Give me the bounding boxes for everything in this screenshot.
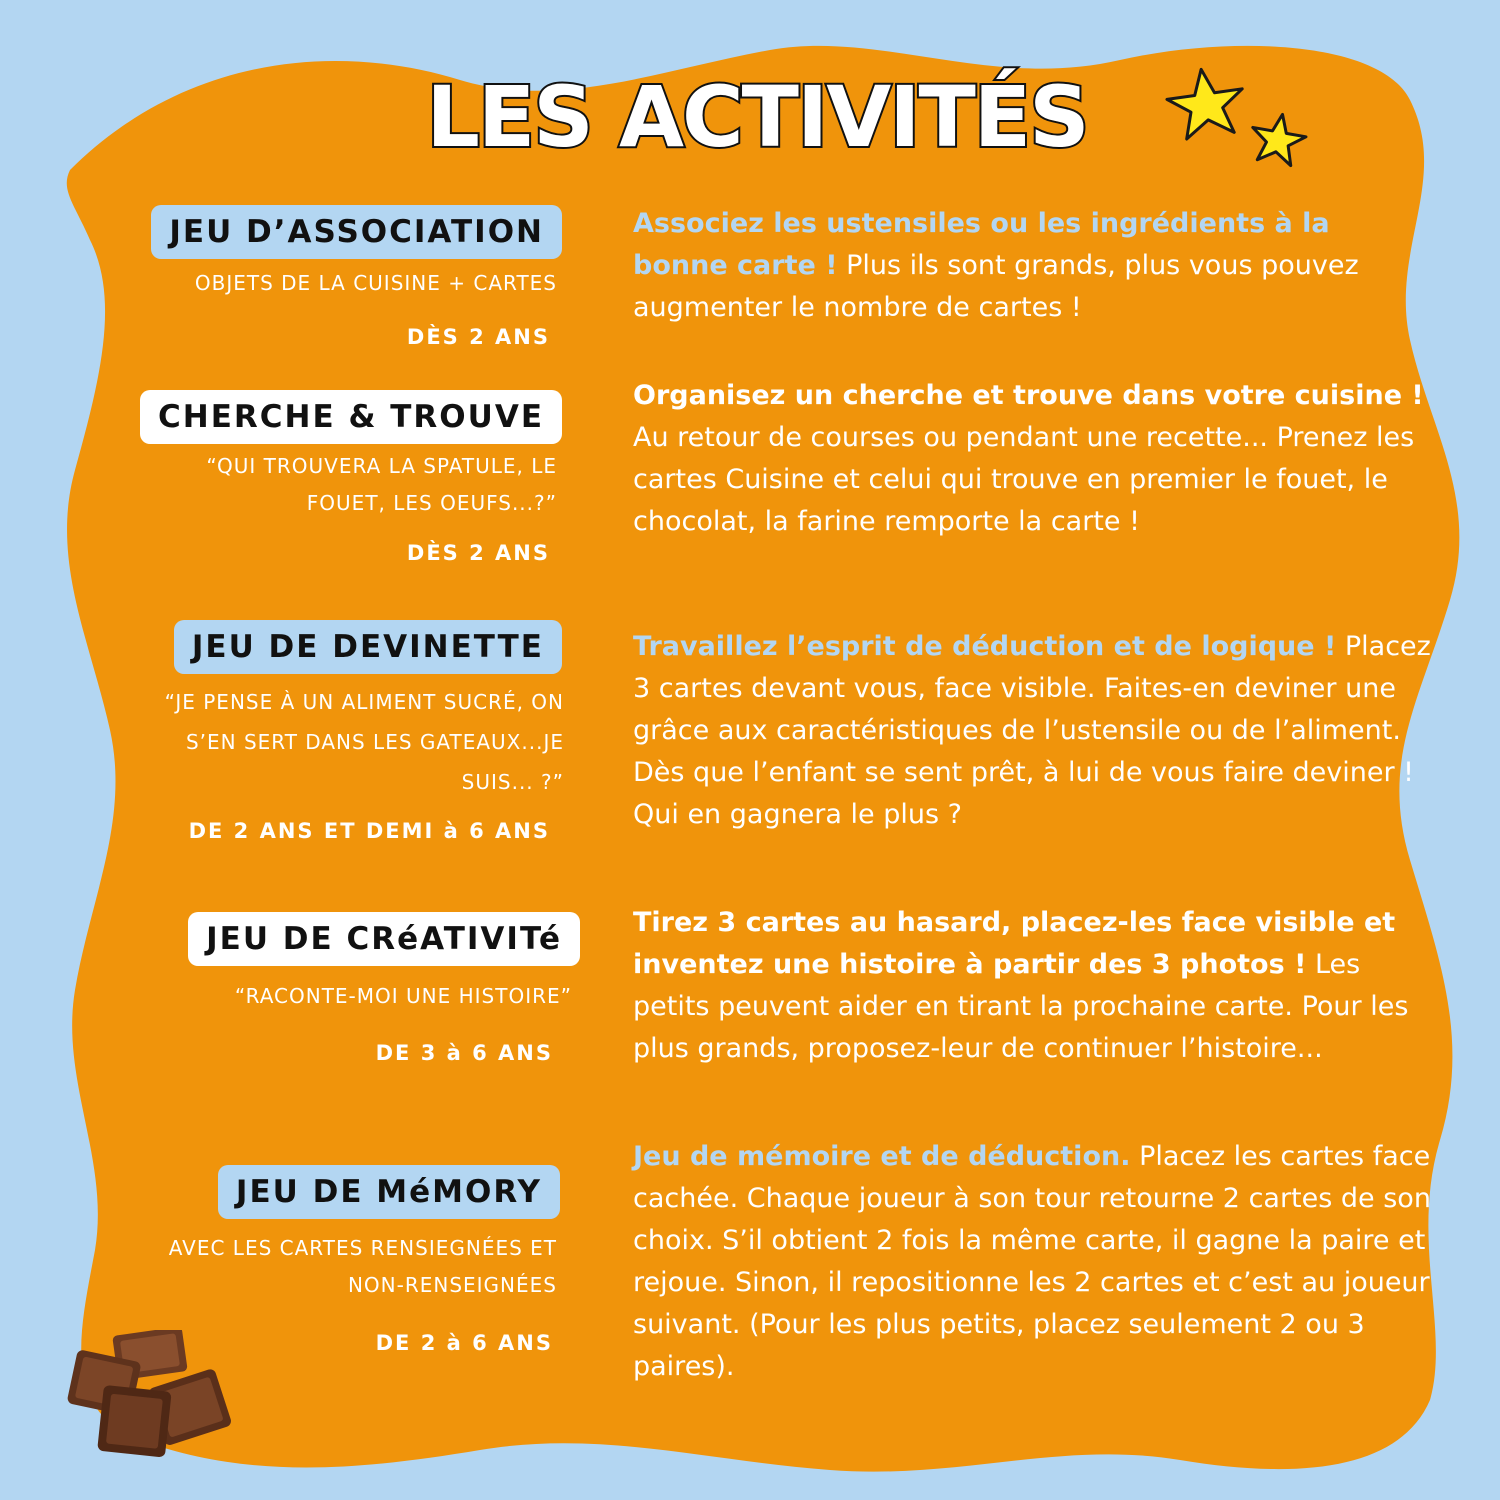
activity-subtitle-devinette: “JE PENSE À UN ALIMENT SUCRÉ, ON S’EN SERT DANS LES GATEAUX...JE SUIS... ?” (164, 690, 564, 794)
activity-description-creativite (633, 902, 1433, 1070)
activity-description-memory (633, 1136, 1433, 1388)
activity-title-association: JEU D’ASSOCIATION (151, 205, 562, 259)
activity-title-devinette: JEU DE DEVINETTE (174, 620, 562, 674)
activity-description-association (633, 203, 1433, 329)
activity-age-association: DÈS 2 ANS (406, 325, 550, 349)
activity-lead-devinette: Travaillez l’esprit de déduction et de logique ! (633, 631, 1337, 662)
activity-age-cherche-trouve: DÈS 2 ANS (406, 541, 550, 565)
activity-lead-association: Associez les ustensiles ou les ingrédients à la bonne carte ! (633, 208, 1330, 281)
activity-subtitle-cherche-trouve: “QUI TROUVERA LA SPATULE, LE FOUET, LES OEUFS...?” (206, 454, 557, 515)
activity-body-memory: Placez les cartes face cachée. Chaque joueur à son tour retourne 2 cartes de son choix. S’il obtient 2 fois la même carte, il gagne la paire et rejoue. Sinon, il repositionne les 2 cartes et c’est au joueur suivant. (Pour les plus petits, placez seulement 2 ou 3 paires). (633, 1141, 1431, 1382)
activity-body-cherche-trouve: Au retour de courses ou pendant une recette... Prenez les cartes Cuisine et celui qui trouve en premier le fouet, le chocolat, la farine remporte la carte ! (633, 422, 1415, 537)
activity-body-devinette: Placez 3 cartes devant vous, face visible. Faites-en deviner une grâce aux caractéristiques de l’ustensile ou de l’aliment. Dès que l’enfant se sent prêt, à lui de vous faire deviner ! Qui en gagnera le plus ? (633, 631, 1431, 830)
activity-description-cherche-trouve (633, 375, 1433, 543)
activity-body-creativite: Les petits peuvent aider en tirant la prochaine carte. Pour les plus grands, proposez-leur de continuer l’histoire... (633, 949, 1409, 1064)
activity-subtitle-association: OBJETS DE LA CUISINE + CARTES (194, 271, 557, 295)
activity-lead-creativite: Tirez 3 cartes au hasard, placez-les face visible et inventez une histoire à partir des 3 photos ! (633, 907, 1396, 980)
activity-title-creativite: JEU DE CRéATIVITé (188, 912, 580, 966)
activity-age-creativite: DE 3 à 6 ANS (375, 1041, 553, 1065)
chocolate-image (62, 1330, 247, 1465)
activity-subtitle-creativite: “RACONTE-MOI UNE HISTOIRE” (234, 984, 572, 1008)
activity-lead-memory: Jeu de mémoire et de déduction. (633, 1141, 1131, 1172)
activity-subtitle-memory: AVEC LES CARTES RENSIEGNÉES ET NON-RENSEIGNÉES (168, 1236, 557, 1297)
star-icon (1158, 62, 1318, 172)
activity-body-association: Plus ils sont grands, plus vous pouvez augmenter le nombre de cartes ! (633, 250, 1359, 323)
activity-age-memory: DE 2 à 6 ANS (375, 1331, 553, 1355)
activity-description-devinette (633, 626, 1433, 836)
activity-lead-cherche-trouve: Organisez un cherche et trouve dans votre cuisine ! (633, 380, 1424, 411)
activity-age-devinette: DE 2 ANS ET DEMI à 6 ANS (188, 819, 550, 843)
activity-title-memory: JEU DE MéMORY (218, 1165, 560, 1219)
page-title: LES ACTIVITÉS (426, 68, 1088, 166)
activity-title-cherche-trouve: CHERCHE & TROUVE (140, 390, 562, 444)
